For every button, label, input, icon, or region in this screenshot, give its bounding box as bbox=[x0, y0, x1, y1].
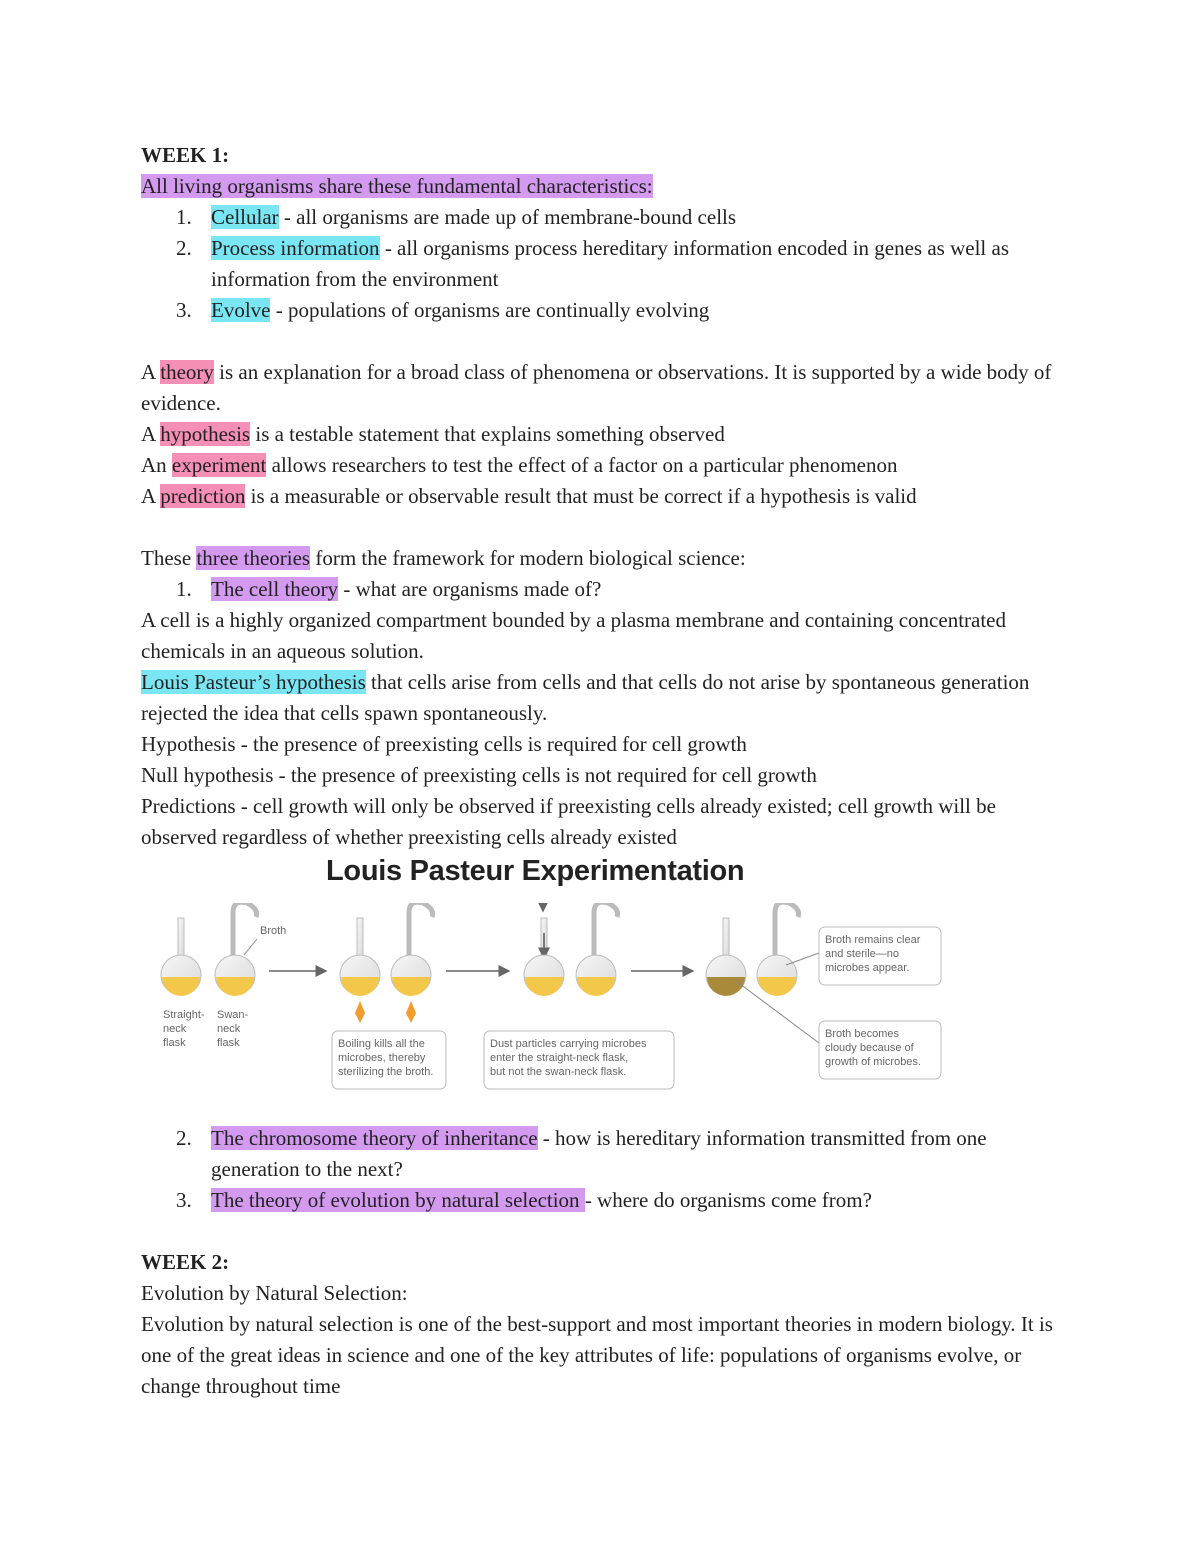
term-cellular: Cellular bbox=[211, 205, 279, 229]
list-number: 2. bbox=[176, 1126, 192, 1150]
pasteur-text: that cells arise from cells and that cells do not arise by spontaneous generation rejected the idea that cells spawn spontaneously. bbox=[141, 670, 1030, 725]
clear-pointer bbox=[786, 953, 819, 965]
spacer bbox=[141, 512, 1061, 543]
straight-neck-flask-3 bbox=[524, 903, 564, 996]
term-experiment: experiment bbox=[171, 453, 267, 477]
flame-icon bbox=[406, 1001, 416, 1023]
cell-definition: A cell is a highly organized compartment bounded by a plasma membrane and containing concentrated chemicals in an aqueous solution. bbox=[141, 608, 1006, 663]
term-process-information: Process information bbox=[211, 236, 380, 260]
intro-prefix: These bbox=[141, 546, 197, 570]
list-number: 1. bbox=[176, 577, 192, 601]
dust-text: but not the swan-neck flask. bbox=[490, 1066, 627, 1078]
def-prefix: A bbox=[141, 360, 161, 384]
def-prefix: An bbox=[141, 453, 172, 477]
clear-text: microbes appear. bbox=[825, 962, 910, 974]
straight-neck-label: Straight- bbox=[163, 1009, 205, 1021]
term-prediction: prediction bbox=[160, 484, 246, 508]
straight-neck-label: neck bbox=[163, 1023, 187, 1035]
list-number: 1. bbox=[176, 205, 192, 229]
pasteur-figure bbox=[141, 853, 1061, 1123]
theory-1 bbox=[141, 574, 1061, 605]
dust-text: enter the straight-neck flask, bbox=[490, 1052, 629, 1064]
def-text: is a testable statement that explains something observed bbox=[250, 422, 725, 446]
characteristic-3 bbox=[141, 295, 1061, 326]
term-natural-selection-theory: The theory of evolution by natural selection bbox=[211, 1188, 585, 1212]
swan-neck-flask-4 bbox=[757, 903, 799, 996]
intro-highlight: All living organisms share these fundamental characteristics: bbox=[141, 174, 653, 198]
characteristic-text: - all organisms process hereditary information encoded in genes as well as information from the environment bbox=[211, 236, 1009, 291]
week1-heading: WEEK 1: bbox=[141, 143, 230, 167]
spacer bbox=[141, 326, 1061, 357]
def-text: is an explanation for a broad class of phenomena or observations. It is supported by a wide body of evidence. bbox=[141, 360, 1052, 415]
straight-neck-flask-2 bbox=[340, 918, 380, 1023]
cloudy-text: growth of microbes. bbox=[825, 1056, 921, 1068]
definition-theory bbox=[141, 357, 1061, 419]
cloudy-text: Broth becomes bbox=[825, 1028, 899, 1040]
characteristics-intro bbox=[141, 171, 1061, 202]
term-three-theories: three theories bbox=[196, 546, 311, 570]
swan-neck-label: Swan- bbox=[217, 1009, 249, 1021]
swan-neck-label: neck bbox=[217, 1023, 241, 1035]
boiling-text: sterilizing the broth. bbox=[338, 1066, 434, 1078]
broth-label: Broth bbox=[260, 925, 287, 937]
theory-2 bbox=[141, 1123, 1061, 1185]
term-chromosome-theory: The chromosome theory of inheritance bbox=[211, 1126, 538, 1150]
pasteur-hypothesis bbox=[141, 667, 1061, 729]
swan-neck-flask-1 bbox=[215, 903, 257, 996]
term-hypothesis: hypothesis bbox=[160, 422, 251, 446]
swan-neck-flask-3 bbox=[576, 903, 618, 996]
figure-title: Louis Pasteur Experimentation bbox=[326, 855, 745, 887]
straight-neck-flask-1 bbox=[161, 918, 201, 996]
document-page bbox=[141, 140, 1061, 1402]
week2-subheading: Evolution by Natural Selection: bbox=[141, 1281, 408, 1305]
predictions-line: Predictions - cell growth will only be observed if preexisting cells already existed; cell growth will be observed regardless of whether preexisting cells already existed bbox=[141, 794, 996, 849]
swan-neck-flask-2 bbox=[391, 903, 433, 1023]
def-text: allows researchers to test the effect of a factor on a particular phenomenon bbox=[266, 453, 898, 477]
def-prefix: A bbox=[141, 484, 161, 508]
theory-text: - what are organisms made of? bbox=[338, 577, 602, 601]
null-hypothesis-line: Null hypothesis - the presence of preexisting cells is not required for cell growth bbox=[141, 763, 817, 787]
list-number: 3. bbox=[176, 298, 192, 322]
flame-icon bbox=[355, 1001, 365, 1023]
characteristic-text: - all organisms are made up of membrane-bound cells bbox=[278, 205, 737, 229]
boiling-text: Boiling kills all the bbox=[338, 1038, 425, 1050]
hypothesis-line: Hypothesis - the presence of preexisting cells is required for cell growth bbox=[141, 732, 747, 756]
definition-experiment bbox=[141, 450, 1061, 481]
def-text: is a measurable or observable result that must be correct if a hypothesis is valid bbox=[245, 484, 917, 508]
cloudy-text: cloudy because of bbox=[825, 1042, 914, 1054]
definition-prediction bbox=[141, 481, 1061, 512]
week2-heading: WEEK 2: bbox=[141, 1250, 230, 1274]
definition-hypothesis bbox=[141, 419, 1061, 450]
pasteur-diagram bbox=[141, 903, 1061, 1123]
theory-text: - how is hereditary information transmitted from one generation to the next? bbox=[211, 1126, 987, 1181]
spacer bbox=[141, 1216, 1061, 1247]
swan-neck-label: flask bbox=[217, 1037, 240, 1049]
characteristic-text: - populations of organisms are continually evolving bbox=[270, 298, 710, 322]
intro-text: form the framework for modern biological science: bbox=[310, 546, 746, 570]
straight-neck-label: flask bbox=[163, 1037, 186, 1049]
boiling-text: microbes, thereby bbox=[338, 1052, 426, 1064]
week2-paragraph: Evolution by natural selection is one of the best-support and most important theories in modern biology. It is one of the great ideas in science and one of the key attributes of life: populations of organisms evolve, or change throughout time bbox=[141, 1312, 1053, 1398]
theory-text: - where do organisms come from? bbox=[584, 1188, 872, 1212]
characteristic-1 bbox=[141, 202, 1061, 233]
term-cell-theory: The cell theory bbox=[211, 577, 339, 601]
term-theory: theory bbox=[160, 360, 214, 384]
clear-text: and sterile—no bbox=[825, 948, 899, 960]
dust-text: Dust particles carrying microbes bbox=[490, 1038, 647, 1050]
characteristic-2 bbox=[141, 233, 1061, 295]
term-evolve: Evolve bbox=[211, 298, 271, 322]
list-number: 2. bbox=[176, 236, 192, 260]
theory-3 bbox=[141, 1185, 1061, 1216]
clear-text: Broth remains clear bbox=[825, 934, 921, 946]
term-pasteur-hypothesis: Louis Pasteur’s hypothesis bbox=[141, 670, 366, 694]
def-prefix: A bbox=[141, 422, 161, 446]
theories-intro bbox=[141, 543, 1061, 574]
list-number: 3. bbox=[176, 1188, 192, 1212]
